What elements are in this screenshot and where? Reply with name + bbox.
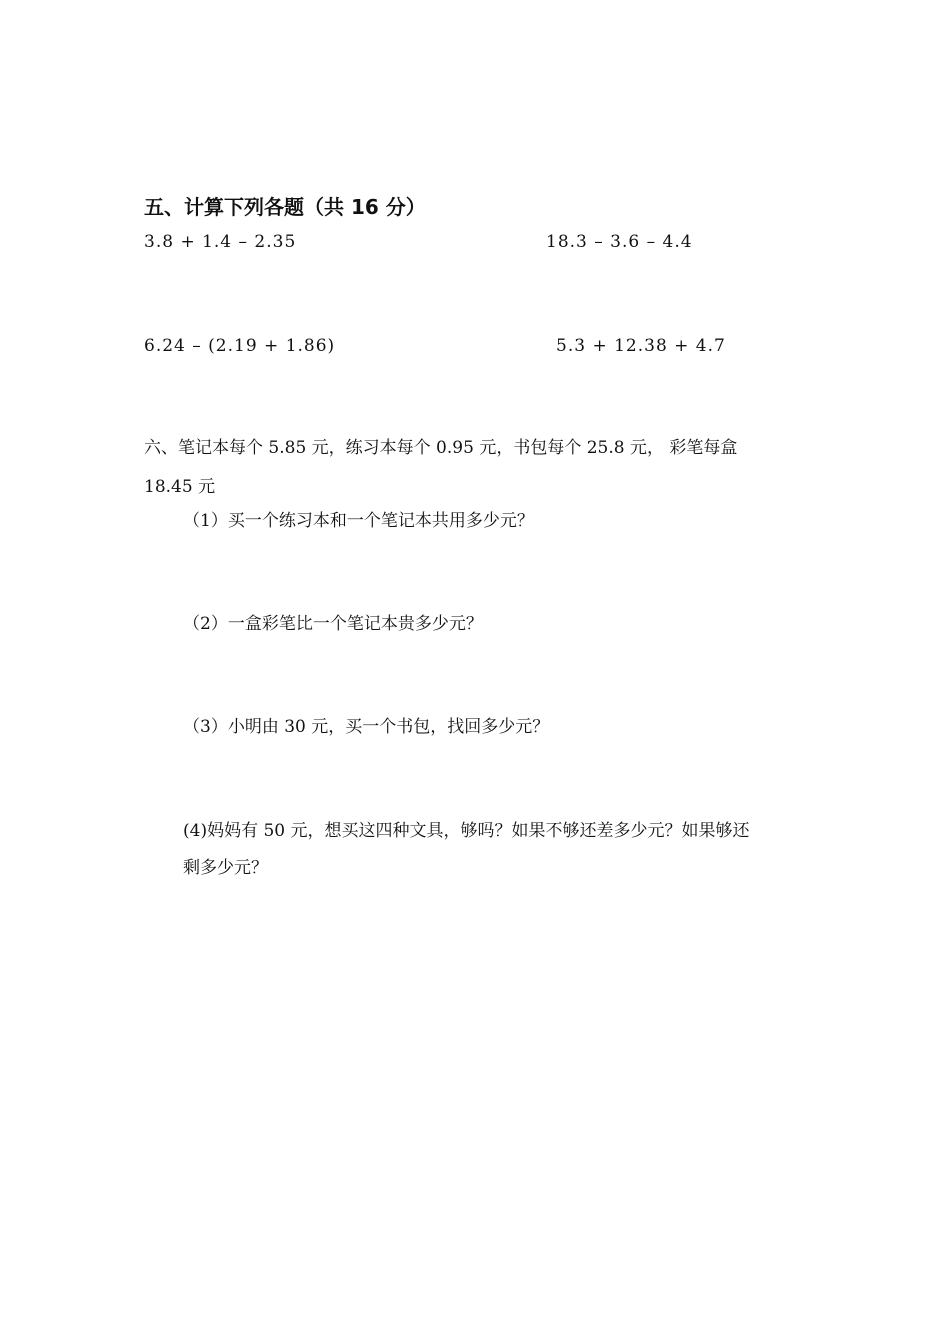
section-6-intro-line-1: 六、笔记本每个 5.85 元，练习本每个 0.95 元，书包每个 25.8 元， 彩笔每盒	[144, 438, 738, 458]
question-4-line-2: 剩多少元？	[183, 858, 268, 878]
problem-2: 18.3 – 3.6 – 4.4	[546, 232, 693, 252]
question-4-line-1: (4)妈妈有 50 元，想买这四种文具，够吗？如果不够还差多少元？如果够还	[183, 821, 750, 841]
problem-4: 5.3 + 12.38 + 4.7	[556, 336, 726, 356]
question-1: （1）买一个练习本和一个笔记本共用多少元？	[183, 511, 534, 531]
problem-1: 3.8 + 1.4 – 2.35	[144, 232, 297, 252]
section-6-intro-line-2: 18.45 元	[144, 477, 216, 497]
question-2: （2）一盒彩笔比一个笔记本贵多少元？	[183, 614, 483, 634]
question-3: （3）小明由 30 元，买一个书包，找回多少元？	[183, 717, 550, 737]
section-5-title: 五、计算下列各题（共 16 分）	[144, 195, 426, 219]
problem-3: 6.24 – (2.19 + 1.86)	[144, 336, 336, 356]
